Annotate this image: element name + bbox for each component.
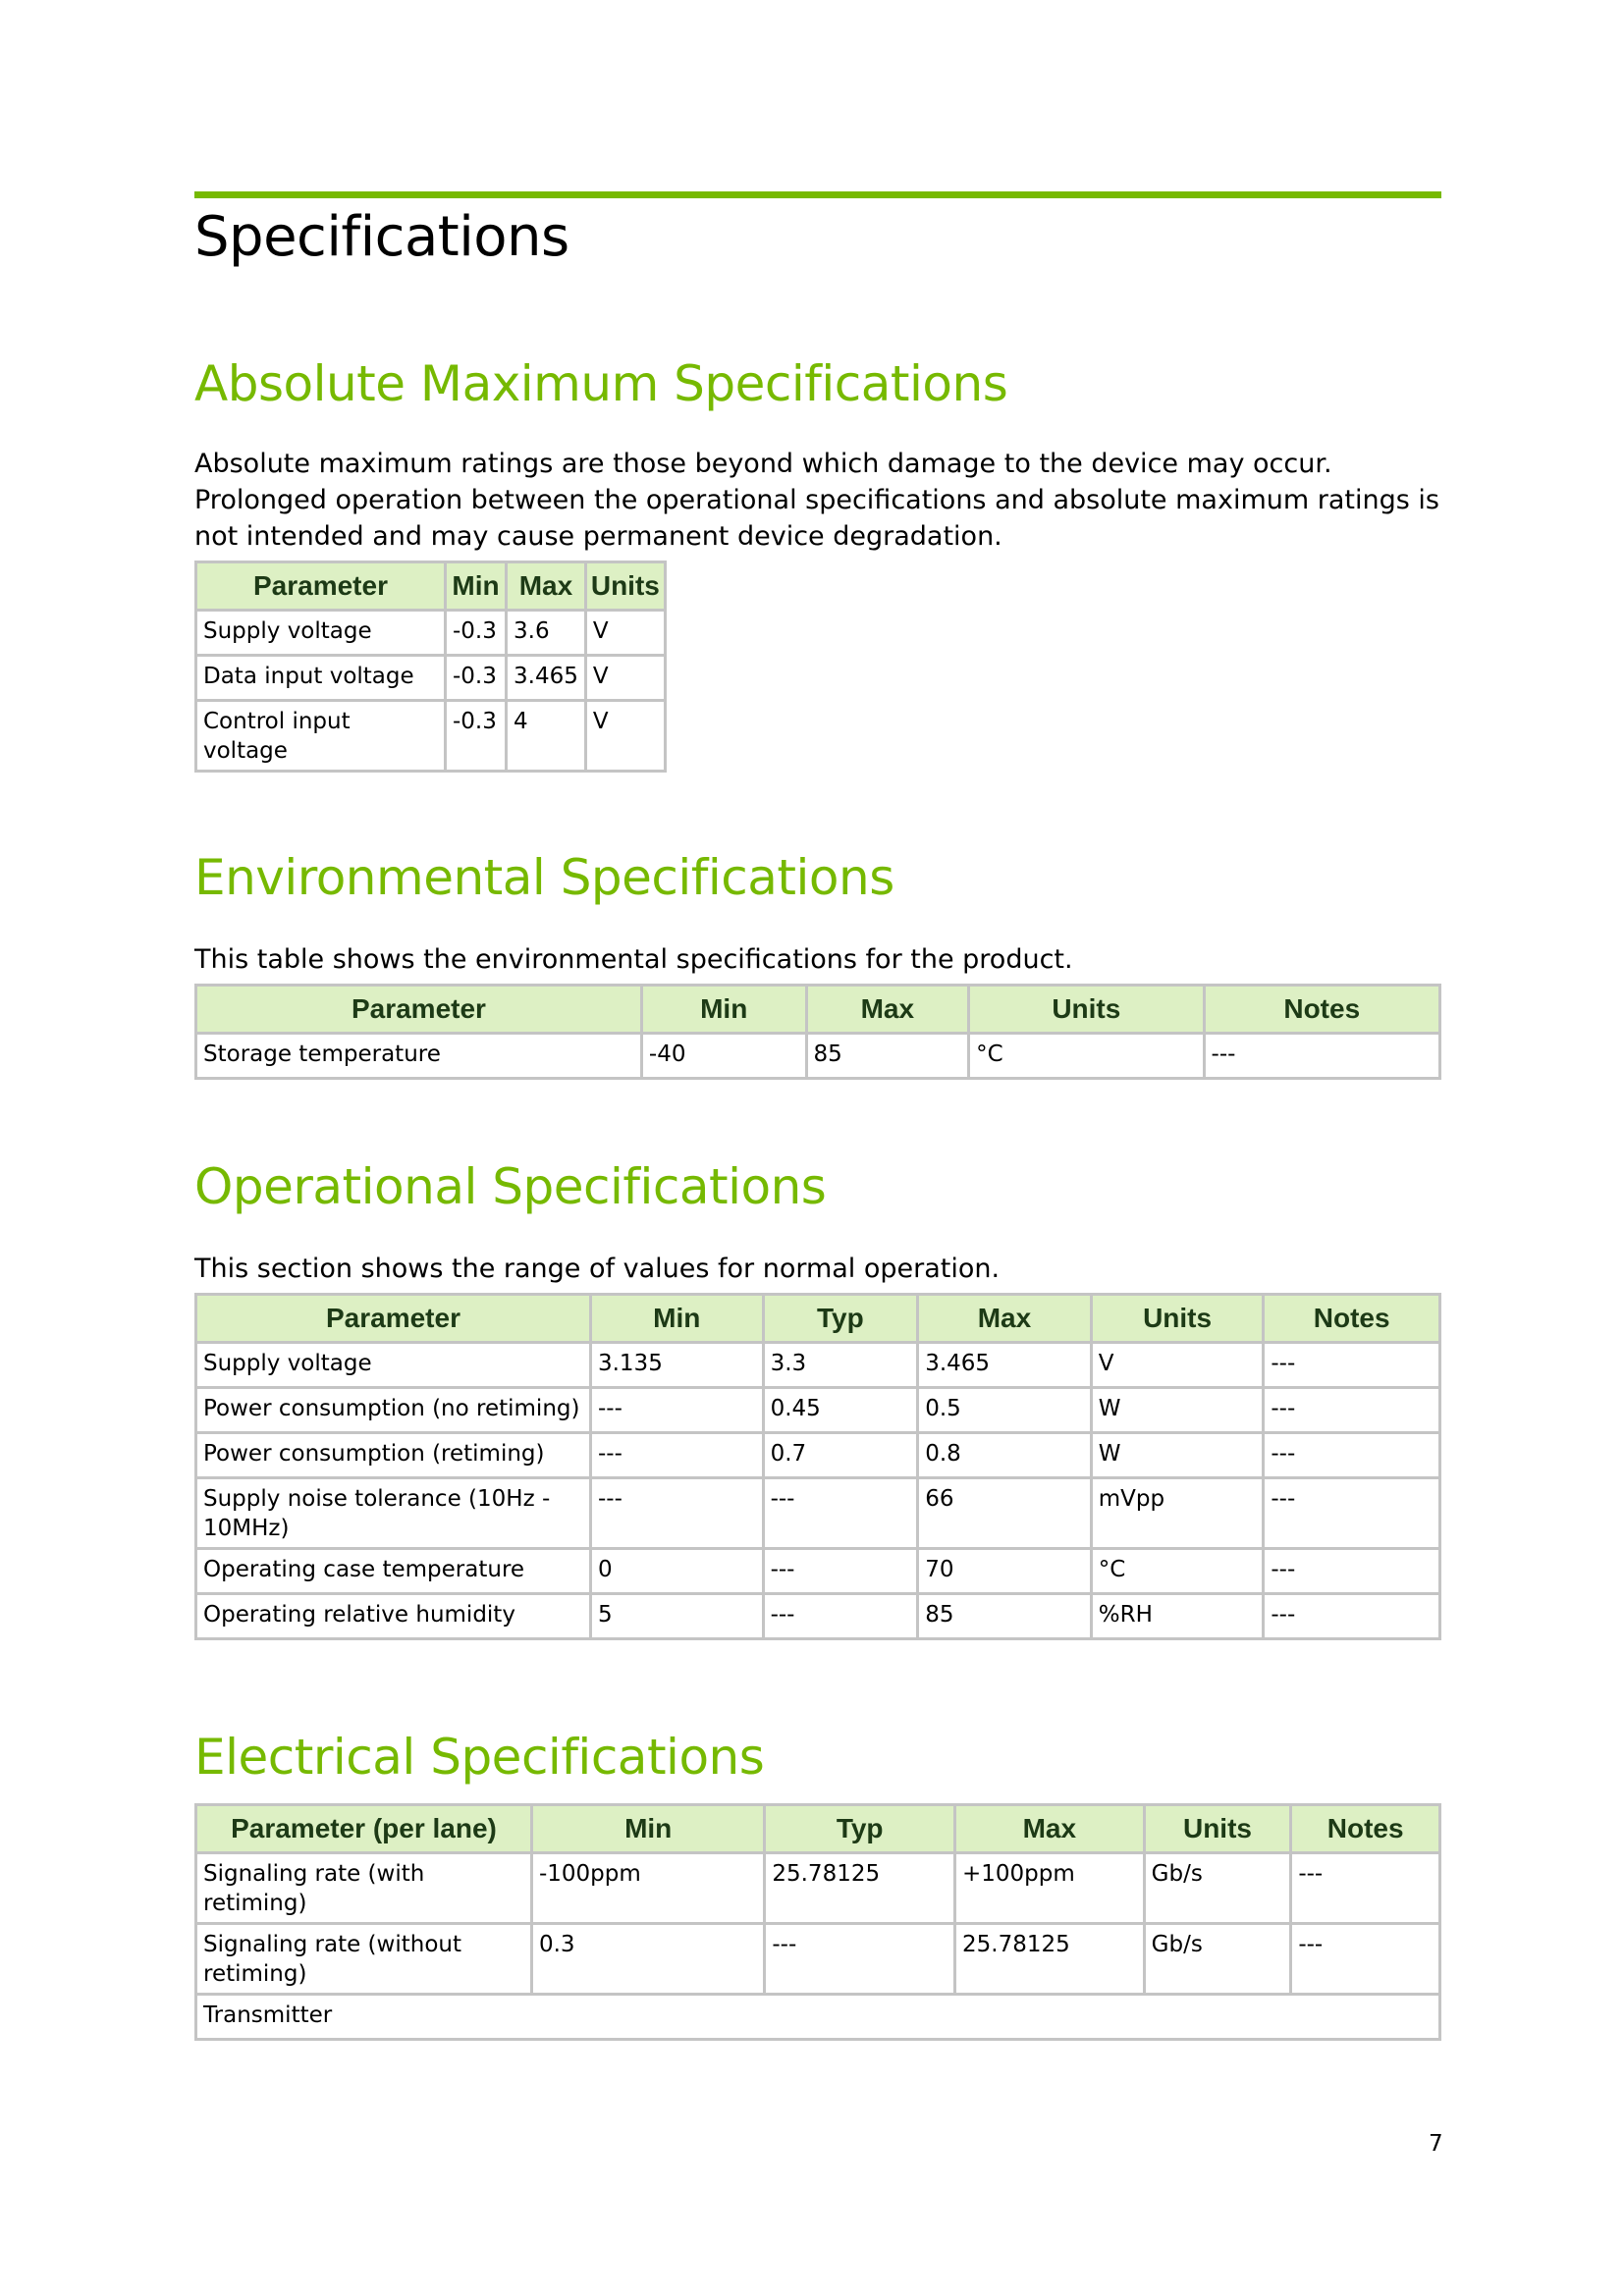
table-cell: 3.135: [590, 1343, 763, 1388]
table-row: [196, 1924, 1440, 1995]
table-cell: Operating relative humidity: [196, 1594, 591, 1639]
table-row: [196, 1388, 1440, 1433]
column-header: Typ: [765, 1805, 955, 1853]
table-row: [196, 1343, 1440, 1388]
table-row: [196, 611, 666, 656]
table-row: [196, 1478, 1440, 1549]
table-cell: W: [1091, 1433, 1264, 1478]
table-row: [196, 656, 666, 701]
table-cell: 0.5: [918, 1388, 1092, 1433]
environmental-table: [194, 984, 1441, 1080]
table-cell: ---: [590, 1478, 763, 1549]
table-cell: mVpp: [1091, 1478, 1264, 1549]
table-cell: 0.3: [531, 1924, 764, 1995]
table-header-row: [196, 562, 666, 611]
table-cell: -0.3: [446, 656, 507, 701]
table-cell: Storage temperature: [196, 1034, 642, 1079]
column-header: Notes: [1204, 986, 1439, 1034]
table-row: [196, 701, 666, 772]
table-cell: 85: [806, 1034, 969, 1079]
table-cell: 0: [590, 1549, 763, 1594]
page: [194, 191, 1441, 2041]
environmental-intro: This table shows the environmental specifications for the product.: [194, 944, 1073, 975]
table-header-row: [196, 1805, 1440, 1853]
column-header: Notes: [1291, 1805, 1440, 1853]
absolute-max-text-line1: Absolute maximum ratings are those beyond which damage to the device may occur.: [194, 449, 1332, 479]
column-header: Max: [918, 1295, 1092, 1343]
table-cell: ---: [763, 1594, 918, 1639]
table-cell: ---: [590, 1388, 763, 1433]
table-cell: 3.465: [918, 1343, 1092, 1388]
table-cell: ---: [1264, 1478, 1440, 1549]
table-cell: -40: [641, 1034, 806, 1079]
column-header: Max: [806, 986, 969, 1034]
table-cell: ---: [1291, 1924, 1440, 1995]
absolute-max-text-line2: Prolonged operation between the operational specifications and absolute maximum ratings is not intended and may cause permanent device degradation.: [194, 485, 1439, 552]
table-row: [196, 1433, 1440, 1478]
table-cell: 4: [507, 701, 586, 772]
table-cell: V: [585, 611, 665, 656]
table-cell: 66: [918, 1478, 1092, 1549]
table-cell: ---: [1264, 1343, 1440, 1388]
absolute-max-intro: [194, 446, 1441, 555]
table-row: [196, 1034, 1440, 1079]
table-cell: ---: [590, 1433, 763, 1478]
page-title: Specifications: [194, 205, 569, 269]
table-cell: -100ppm: [531, 1853, 764, 1924]
table-cell: Power consumption (retiming): [196, 1433, 591, 1478]
table-row: [196, 1995, 1440, 2040]
table-row: [196, 1549, 1440, 1594]
column-header: Parameter: [196, 986, 642, 1034]
table-cell: 85: [918, 1594, 1092, 1639]
table-row: [196, 1594, 1440, 1639]
table-cell: °C: [1091, 1549, 1264, 1594]
table-cell: ---: [1291, 1853, 1440, 1924]
column-header: Typ: [763, 1295, 918, 1343]
table-cell: V: [585, 656, 665, 701]
operational-heading: Operational Specifications: [194, 1158, 827, 1215]
column-header: Max: [955, 1805, 1145, 1853]
table-cell: 3.465: [507, 656, 586, 701]
table-cell: ---: [765, 1924, 955, 1995]
absolute-max-table: [194, 561, 667, 773]
table-cell: ---: [1264, 1594, 1440, 1639]
page-number: 7: [1429, 2131, 1443, 2157]
table-row: [196, 1853, 1440, 1924]
table-cell: ---: [1264, 1433, 1440, 1478]
table-cell: Signaling rate (without retiming): [196, 1924, 532, 1995]
table-cell: 25.78125: [765, 1853, 955, 1924]
column-header: Units: [969, 986, 1204, 1034]
table-cell: Gb/s: [1144, 1853, 1291, 1924]
column-header: Min: [590, 1295, 763, 1343]
table-header-row: [196, 986, 1440, 1034]
column-header: Units: [585, 562, 665, 611]
table-cell: V: [1091, 1343, 1264, 1388]
column-header: Min: [641, 986, 806, 1034]
table-cell: ---: [1264, 1549, 1440, 1594]
transmitter-section-row: Transmitter: [196, 1995, 1440, 2040]
operational-intro: This section shows the range of values for normal operation.: [194, 1254, 1001, 1284]
table-cell: ---: [763, 1478, 918, 1549]
table-cell: 3.3: [763, 1343, 918, 1388]
table-cell: Data input voltage: [196, 656, 446, 701]
table-cell: %RH: [1091, 1594, 1264, 1639]
column-header: Parameter: [196, 562, 446, 611]
table-cell: Supply voltage: [196, 611, 446, 656]
column-header: Notes: [1264, 1295, 1440, 1343]
table-cell: Operating case temperature: [196, 1549, 591, 1594]
table-cell: -0.3: [446, 701, 507, 772]
table-cell: V: [585, 701, 665, 772]
column-header: Min: [531, 1805, 764, 1853]
operational-table: [194, 1293, 1441, 1640]
table-cell: Signaling rate (with retiming): [196, 1853, 532, 1924]
column-header: Parameter: [196, 1295, 591, 1343]
table-cell: ---: [1204, 1034, 1439, 1079]
table-cell: 0.8: [918, 1433, 1092, 1478]
column-header: Min: [446, 562, 507, 611]
top-rule: [194, 191, 1441, 198]
absolute-max-heading: Absolute Maximum Specifications: [194, 355, 1008, 412]
table-cell: ---: [1264, 1388, 1440, 1433]
table-cell: °C: [969, 1034, 1204, 1079]
electrical-heading: Electrical Specifications: [194, 1729, 765, 1786]
table-cell: 25.78125: [955, 1924, 1145, 1995]
table-cell: +100ppm: [955, 1853, 1145, 1924]
table-cell: 0.45: [763, 1388, 918, 1433]
column-header: Max: [507, 562, 586, 611]
column-header: Parameter (per lane): [196, 1805, 532, 1853]
table-cell: 5: [590, 1594, 763, 1639]
table-cell: 70: [918, 1549, 1092, 1594]
table-cell: Control input voltage: [196, 701, 446, 772]
table-cell: Supply noise tolerance (10Hz - 10MHz): [196, 1478, 591, 1549]
electrical-table: [194, 1803, 1441, 2041]
table-header-row: [196, 1295, 1440, 1343]
table-cell: 3.6: [507, 611, 586, 656]
table-cell: -0.3: [446, 611, 507, 656]
column-header: Units: [1144, 1805, 1291, 1853]
column-header: Units: [1091, 1295, 1264, 1343]
table-cell: Power consumption (no retiming): [196, 1388, 591, 1433]
table-cell: 0.7: [763, 1433, 918, 1478]
environmental-heading: Environmental Specifications: [194, 849, 894, 906]
table-cell: Supply voltage: [196, 1343, 591, 1388]
table-cell: Gb/s: [1144, 1924, 1291, 1995]
table-cell: ---: [763, 1549, 918, 1594]
table-cell: W: [1091, 1388, 1264, 1433]
